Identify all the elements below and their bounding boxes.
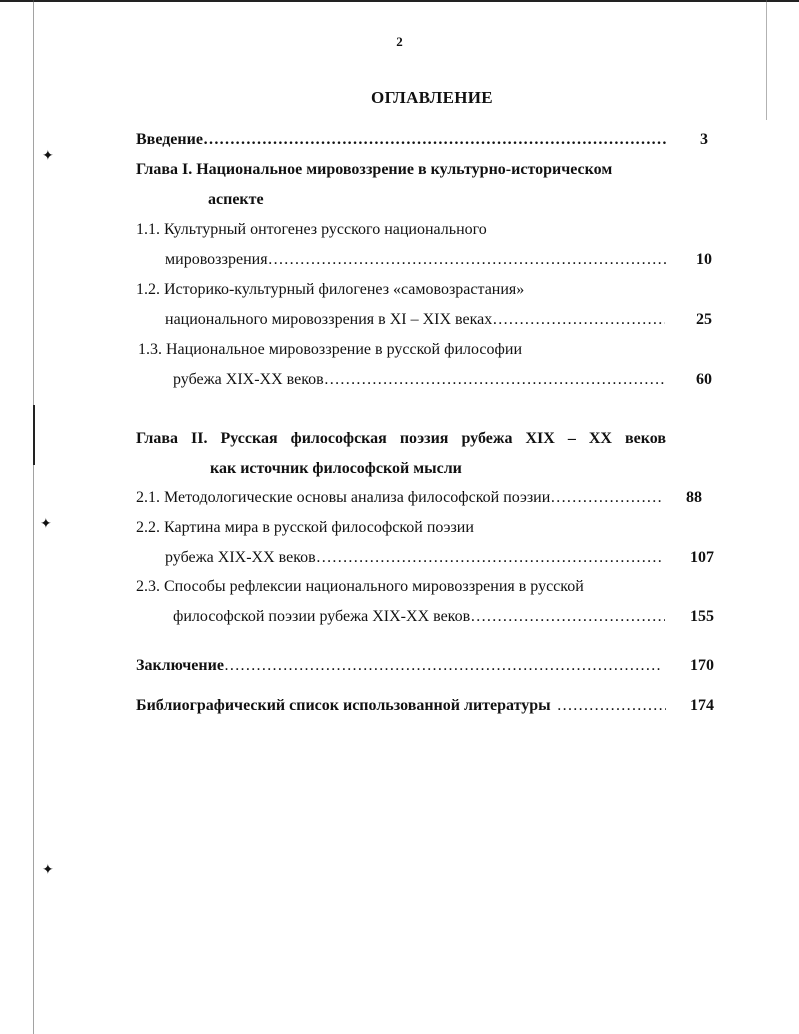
toc-chapter-2-title-cont: как источник философской мысли: [210, 460, 462, 477]
toc-entry-bibliography[interactable]: [136, 696, 666, 716]
toc-page: 107: [690, 549, 714, 566]
toc-section-1-2-cont: [165, 310, 665, 330]
toc-section-1-3-cont: [173, 370, 665, 390]
toc-chapter-1-title-cont: аспекте: [208, 191, 264, 208]
toc-section-2-3-title[interactable]: 2.3. Способы рефлексии национального мировоззрения в русской: [136, 578, 584, 595]
page-number: 2: [396, 34, 403, 49]
toc-page: 60: [696, 371, 712, 388]
scan-top-edge: [0, 0, 799, 2]
toc-entry-label: Введение: [136, 131, 203, 148]
toc-section-1-2-title[interactable]: 1.2. Историко-культурный филогенез «самовозрастания»: [136, 281, 525, 298]
dot-leader: [316, 548, 663, 568]
toc-chapter-1-title[interactable]: Глава I. Национальное мировоззрение в культурно-историческом: [136, 161, 613, 178]
toc-page: 155: [690, 608, 714, 625]
toc-entry-label: 2.1. Методологические основы анализа философской поэзии: [136, 489, 551, 506]
toc-entry-label: философской поэзии рубежа XIX-XX веков: [173, 608, 471, 625]
toc-section-2-2-title[interactable]: 2.2. Картина мира в русской философской поэзии: [136, 519, 474, 536]
toc-entry-label: Заключение: [136, 657, 224, 674]
toc-page: 174: [690, 697, 714, 714]
toc-entry-label: рубежа XIX-XX веков: [165, 549, 316, 566]
toc-chapter-2-title[interactable]: Глава II. Русская философская поэзия рубежа XIX – XX веков: [136, 430, 666, 447]
dot-leader: [557, 696, 666, 716]
dot-leader: [224, 656, 662, 676]
toc-entry-label: мировоззрения: [165, 251, 268, 268]
toc-entry-intro[interactable]: [136, 130, 668, 150]
dot-leader: [550, 488, 664, 508]
toc-entry-conclusion[interactable]: [136, 656, 662, 676]
toc-section-1-1-cont: [165, 250, 668, 270]
toc-page: 25: [696, 311, 712, 328]
scan-left-edge: [33, 0, 34, 1034]
toc-page: 170: [690, 657, 714, 674]
toc-page: 10: [696, 251, 712, 268]
scan-speck: ✦: [40, 517, 52, 532]
toc-page: 3: [700, 131, 708, 148]
toc-section-2-1[interactable]: [136, 488, 664, 508]
toc-section-1-3-title[interactable]: 1.3. Национальное мировоззрение в русской философии: [138, 341, 522, 358]
toc-section-2-2-cont: [165, 548, 663, 568]
toc-page: 88: [686, 489, 702, 506]
dot-leader: [492, 310, 665, 330]
scan-left-mark: [33, 405, 35, 465]
toc-title: ОГЛАВЛЕНИЕ: [371, 88, 493, 107]
dot-leader: [324, 370, 665, 390]
dot-leader: [470, 607, 665, 627]
toc-entry-label: национального мировоззрения в XI – XIX веках: [165, 311, 493, 328]
toc-section-1-1-title[interactable]: 1.1. Культурный онтогенез русского национального: [136, 221, 487, 238]
toc-entry-label: рубежа XIX-XX веков: [173, 371, 324, 388]
dot-leader: [203, 130, 668, 150]
scan-speck: ✦: [42, 149, 54, 164]
dot-leader: [268, 250, 668, 270]
toc-section-2-3-cont: [173, 607, 665, 627]
toc-entry-label: Библиографический список использованной литературы: [136, 697, 551, 714]
scan-speck: ✦: [42, 863, 54, 878]
